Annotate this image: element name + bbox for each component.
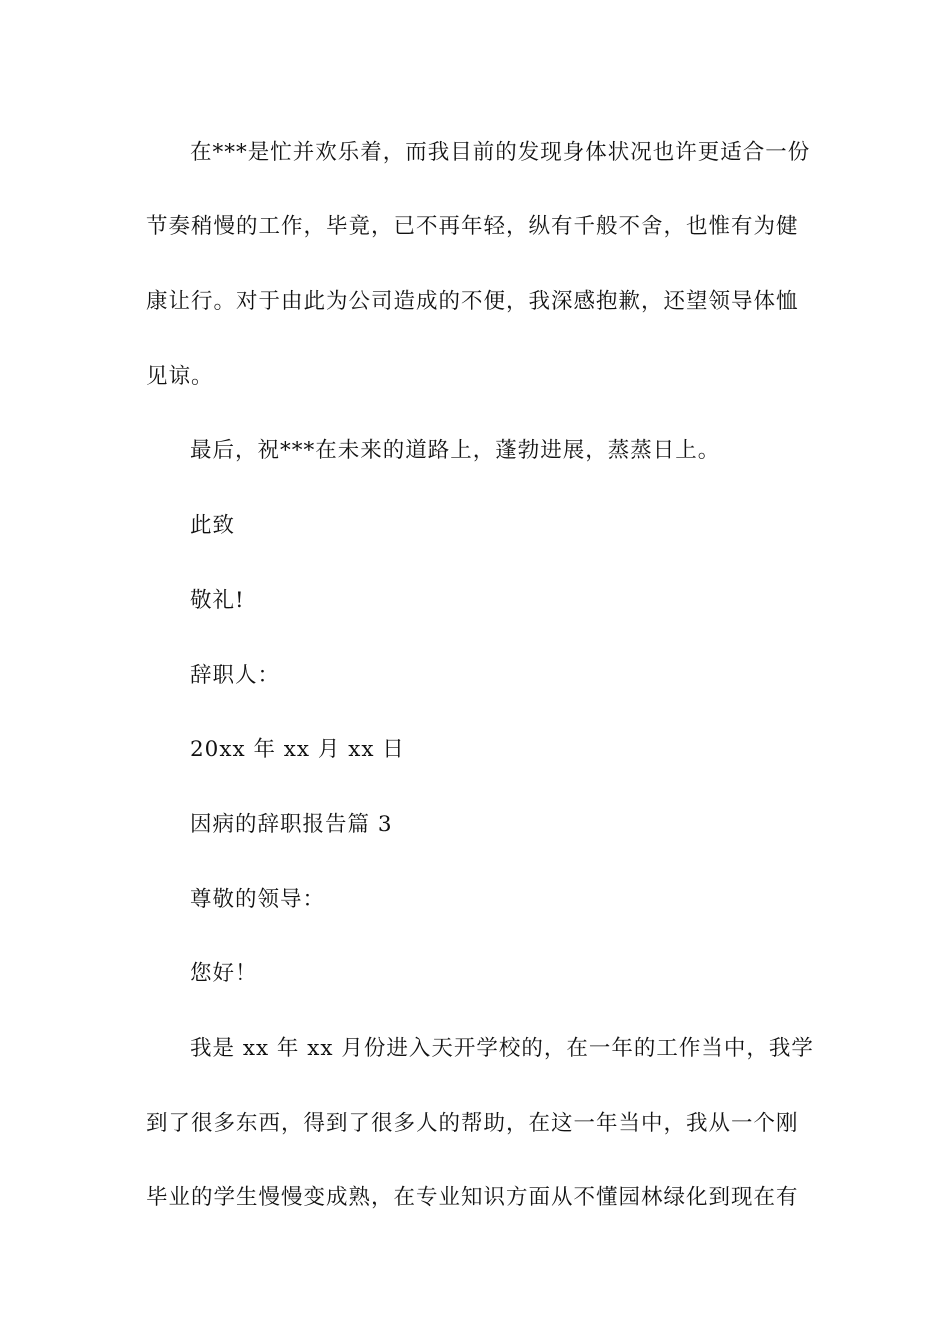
section-title: 因病的辞职报告篇 3 (190, 812, 393, 837)
greeting-line: 您好！ (190, 961, 258, 986)
paragraph-line: 到了很多东西，得到了很多人的帮助，在这一年当中，我从一个刚 (146, 1111, 799, 1136)
paragraph-line: 在***是忙并欢乐着，而我目前的发现身体状况也许更适合一份 (190, 140, 811, 165)
paragraph-line: 节奏稍慢的工作，毕竟，已不再年轻，纵有千般不舍，也惟有为健 (146, 214, 799, 239)
paragraph-line: 我是 xx 年 xx 月份进入天开学校的，在一年的工作当中，我学 (190, 1036, 814, 1061)
salutation-line: 敬礼! (190, 588, 245, 613)
greeting-line: 尊敬的领导： (190, 887, 326, 912)
date-line: 20xx 年 xx 月 xx 日 (190, 737, 405, 762)
closing-wish: 最后，祝***在未来的道路上，蓬勃进展，蒸蒸日上。 (190, 438, 721, 463)
paragraph-line: 见谅。 (146, 364, 214, 389)
paragraph-line: 毕业的学生慢慢变成熟，在专业知识方面从不懂园林绿化到现在有 (146, 1185, 799, 1210)
salutation-line: 此致 (190, 513, 236, 538)
signature-label: 辞职人： (190, 663, 281, 688)
paragraph-line: 康让行。对于由此为公司造成的不便，我深感抱歉，还望领导体恤 (146, 289, 799, 314)
